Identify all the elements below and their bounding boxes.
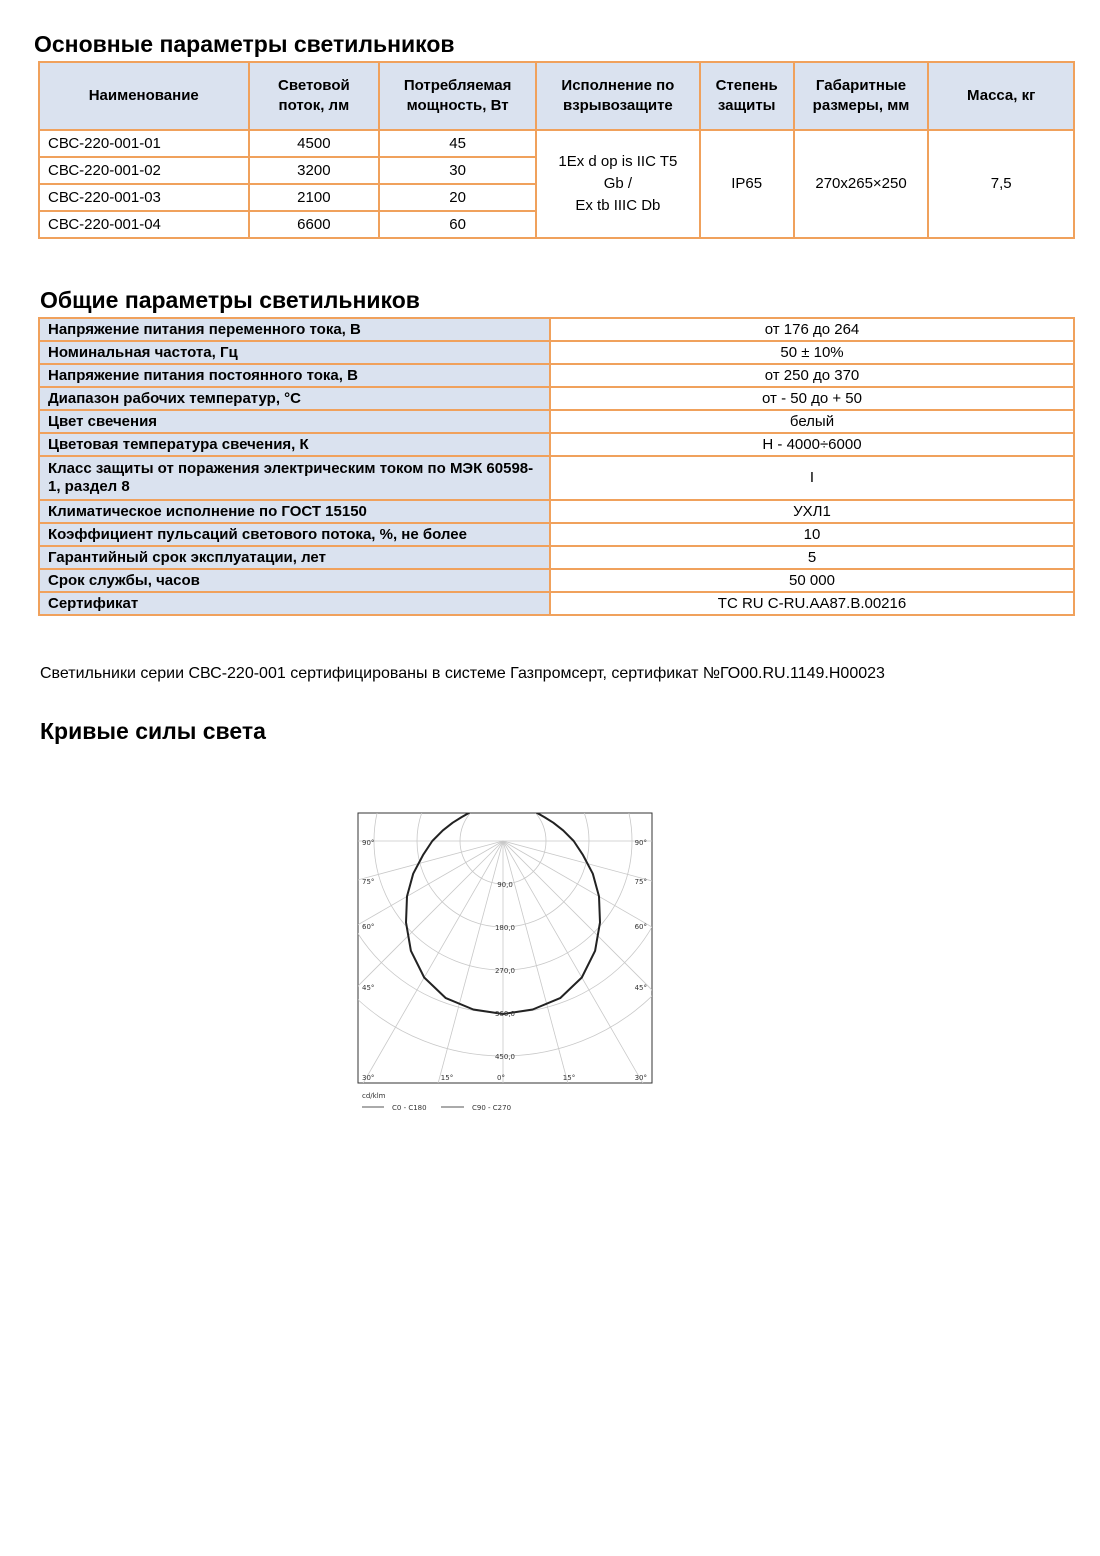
header-flux: Световой поток, лм — [249, 62, 380, 130]
angle-label-bottom: 15° — [440, 1074, 454, 1082]
header-dimensions: Габаритные размеры, мм — [794, 62, 929, 130]
radial-tick-label: 450,0 — [494, 1053, 516, 1062]
explosion-line-1: 1Ex d op is IIC T5 — [558, 153, 678, 170]
radial-tick-label: 180,0 — [494, 924, 516, 933]
table-row — [39, 364, 1074, 387]
light-intensity-chart — [356, 812, 656, 1127]
angle-label-left: 60° — [362, 923, 375, 931]
main-parameters-table — [38, 61, 1075, 239]
angle-label-left: 90° — [362, 839, 375, 847]
angle-label-left: 30° — [362, 1074, 375, 1082]
radial-tick-label: 90,0 — [497, 881, 513, 890]
angle-label-left: 75° — [362, 878, 375, 886]
angle-label-right: 75° — [634, 878, 647, 886]
angle-label-bottom: 15° — [562, 1074, 576, 1082]
param-value: 50 000 — [550, 569, 1074, 592]
explosion-protection-cell — [536, 130, 700, 238]
table-row — [39, 456, 1074, 500]
table-row — [39, 523, 1074, 546]
param-value: 5 — [550, 546, 1074, 569]
param-value: 10 — [550, 523, 1074, 546]
angle-label-right: 90° — [634, 839, 647, 847]
general-parameters-table — [38, 317, 1075, 616]
power-value: 45 — [379, 130, 536, 157]
mass-cell: 7,5 — [928, 130, 1074, 238]
certification-note: Светильники серии СВС-220-001 сертифицированы в системе Газпромсерт, сертификат №ГО00.RU.1149.H00023 — [40, 665, 885, 682]
param-value: от - 50 до + 50 — [550, 387, 1074, 410]
section2-title: Общие параметры светильников — [40, 287, 420, 313]
param-key: Диапазон рабочих температур, °С — [39, 387, 550, 410]
angle-label-right: 45° — [634, 984, 647, 992]
param-key: Коэффициент пульсаций светового потока, %, не более — [39, 523, 550, 546]
param-value: 50 ± 10% — [550, 341, 1074, 364]
param-key: Гарантийный срок эксплуатации, лет — [39, 546, 550, 569]
protection-cell: IP65 — [700, 130, 794, 238]
angle-label-right: 30° — [634, 1074, 647, 1082]
dimensions-cell: 270x265×250 — [794, 130, 929, 238]
model-name: СВС-220-001-04 — [39, 211, 249, 238]
explosion-line-2: Gb / — [603, 175, 633, 192]
param-value: белый — [550, 410, 1074, 433]
explosion-line-3: Ex tb IIIC Db — [575, 197, 661, 214]
param-key: Цвет свечения — [39, 410, 550, 433]
table-row — [39, 546, 1074, 569]
header-mass: Масса, кг — [928, 62, 1074, 130]
flux-value: 4500 — [249, 130, 380, 157]
table-row — [39, 410, 1074, 433]
table-row — [39, 387, 1074, 410]
flux-value: 2100 — [249, 184, 380, 211]
chart-frame — [358, 813, 652, 1083]
angle-label-right: 60° — [634, 923, 647, 931]
param-key: Климатическое исполнение по ГОСТ 15150 — [39, 500, 550, 523]
param-value: от 176 до 264 — [550, 318, 1074, 341]
section1-title: Основные параметры светильников — [34, 31, 455, 57]
param-value: TC RU C-RU.AA87.B.00216 — [550, 592, 1074, 615]
power-value: 60 — [379, 211, 536, 238]
header-name: Наименование — [39, 62, 249, 130]
table-row — [39, 569, 1074, 592]
model-name: СВС-220-001-03 — [39, 184, 249, 211]
param-key: Срок службы, часов — [39, 569, 550, 592]
param-key: Класс защиты от поражения электрическим током по МЭК 60598-1, раздел 8 — [39, 456, 550, 500]
power-value: 20 — [379, 184, 536, 211]
model-name: СВС-220-001-01 — [39, 130, 249, 157]
param-key: Цветовая температура свечения, К — [39, 433, 550, 456]
param-value: Н - 4000÷6000 — [550, 433, 1074, 456]
header-explosion: Исполнение по взрывозащите — [536, 62, 700, 130]
flux-value: 6600 — [249, 211, 380, 238]
param-key: Номинальная частота, Гц — [39, 341, 550, 364]
table-row — [39, 500, 1074, 523]
polar-chart-svg — [356, 812, 656, 1122]
legend-label: C0 - C180 — [392, 1104, 427, 1112]
param-key: Напряжение питания постоянного тока, В — [39, 364, 550, 387]
table-row — [39, 318, 1074, 341]
param-value: от 250 до 370 — [550, 364, 1074, 387]
table-row — [39, 433, 1074, 456]
table-header-row — [39, 62, 1074, 130]
header-power: Потребляемая мощность, Вт — [379, 62, 536, 130]
param-value: I — [550, 456, 1074, 500]
model-name: СВС-220-001-02 — [39, 157, 249, 184]
param-key: Напряжение питания переменного тока, В — [39, 318, 550, 341]
flux-value: 3200 — [249, 157, 380, 184]
unit-label: cd/klm — [362, 1092, 386, 1100]
radial-tick-label: 270,0 — [494, 967, 516, 976]
table-row — [39, 341, 1074, 364]
power-value: 30 — [379, 157, 536, 184]
table-row — [39, 592, 1074, 615]
table-row — [39, 130, 1074, 157]
radial-tick-label: 360,0 — [494, 1010, 516, 1019]
section3-title: Кривые силы света — [40, 718, 266, 744]
header-protection: Степень защиты — [700, 62, 794, 130]
angle-label-bottom: 0° — [497, 1074, 505, 1082]
param-value: УХЛ1 — [550, 500, 1074, 523]
legend-label: C90 - C270 — [472, 1104, 512, 1112]
param-key: Сертификат — [39, 592, 550, 615]
angle-label-left: 45° — [362, 984, 375, 992]
